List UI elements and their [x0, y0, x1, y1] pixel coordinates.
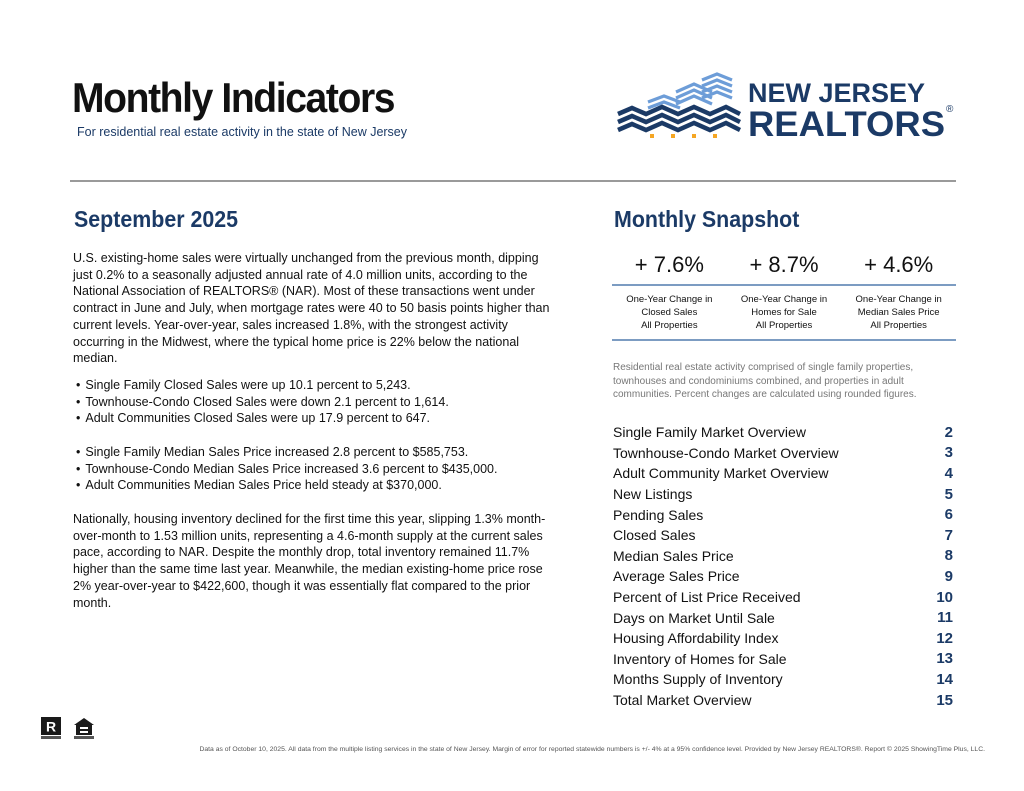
toc-item-affordability-index[interactable]: Housing Affordability Index 12 [613, 629, 953, 647]
city-skyline-logo-icon [618, 74, 740, 138]
toc-item-inventory[interactable]: Inventory of Homes for Sale 13 [613, 650, 953, 668]
svg-text:R: R [45, 718, 57, 735]
logo-registered-mark: ® [946, 104, 954, 115]
toc-item-percent-list-price[interactable]: Percent of List Price Received 10 [613, 588, 953, 606]
snapshot-heading: Monthly Snapshot [614, 206, 800, 232]
logo-line2: REALTORS [748, 105, 945, 142]
bullet-item: • Single Family Closed Sales were up 10.1 percent to 5,243. [73, 377, 553, 394]
realtor-r-icon [41, 717, 61, 739]
snapshot-value-homes-for-sale: + 8.7% [749, 252, 819, 277]
intro-paragraph: U.S. existing-home sales were virtually unchanged from the previous month, dipping just 0.2% to a seasonally adjusted annual rate of 4.0 million units, according to the National Association of REALTORS® (NAR). Most of these transactions went under contract in June and July, when mortgage rates were 40 to 50 basis points higher than current levels. Year-over-year, sales increased 1.8%, with the strongest activity occurring in the Midwest, where the typical home price is 22% below the national median. [73, 251, 550, 366]
toc-item-days-on-market[interactable]: Days on Market Until Sale 11 [613, 609, 953, 627]
median-price-bullets [73, 444, 553, 494]
table-of-contents [613, 422, 953, 710]
logo-line1: NEW JERSEY [748, 78, 926, 108]
bullet-item: • Adult Communities Median Sales Price held steady at $370,000. [73, 477, 553, 494]
page-title: Monthly Indicators [72, 74, 395, 121]
toc-item-new-listings[interactable]: New Listings 5 [613, 485, 953, 503]
footer-disclaimer: Data as of October 10, 2025. All data from the multiple listing services in the state of New Jersey. Margin of error for reported statewide numbers is +/- 4% at a 95% confidence level. Provided by New Jersey REALTORS®. Report © 2025 ShowingTime Plus, LLC. [199, 746, 985, 753]
toc-item-months-supply[interactable]: Months Supply of Inventory 14 [613, 670, 953, 688]
national-paragraph: Nationally, housing inventory declined for the first time this year, slipping 1.3% month-over-month to 1.53 million units, representing a 4.6-month supply at the current sales pace, according to NAR. Despite the monthly drop, total inventory remained 11.7% higher than the same time last year. Meanwhile, the median existing-home price rose 2% year-over-year to $422,600, though it was essentially flat compared to the prior month. [73, 512, 546, 610]
snapshot-disclaimer: Residential real estate activity comprised of single family properties, townhouses and condominiums combined, and properties in adult communities. Percent changes are calculated using rounded figures. [613, 362, 917, 400]
bullet-item: • Townhouse-Condo Closed Sales were down 2.1 percent to 1,614. [73, 394, 553, 411]
footer-badges [40, 716, 100, 740]
month-heading: September 2025 [74, 206, 239, 232]
new-jersey-realtors-logo [616, 72, 961, 142]
header-divider [70, 180, 956, 182]
bullet-item: • Single Family Median Sales Price increased 2.8 percent to $585,753. [73, 444, 553, 461]
toc-item-average-sales-price[interactable]: Average Sales Price 9 [613, 567, 953, 585]
snapshot-value-closed-sales: + 7.6% [634, 252, 704, 277]
toc-item-median-sales-price[interactable]: Median Sales Price 8 [613, 547, 953, 565]
snapshot-label-homes-for-sale: One-Year Change in Homes for Sale All Properties [740, 294, 828, 331]
closed-sales-bullets [73, 377, 553, 427]
snapshot-label-median-price: One-Year Change in Median Sales Price All Properties [855, 294, 942, 331]
snapshot-value-median-price: + 4.6% [864, 252, 934, 277]
toc-item-adult-community[interactable]: Adult Community Market Overview 4 [613, 464, 953, 482]
toc-item-closed-sales[interactable]: Closed Sales 7 [613, 526, 953, 544]
snapshot-label-closed-sales: One-Year Change in Closed Sales All Properties [626, 294, 713, 331]
toc-item-pending-sales[interactable]: Pending Sales 6 [613, 506, 953, 524]
equal-housing-icon [74, 718, 94, 739]
bullet-item: • Adult Communities Closed Sales were up 17.9 percent to 647. [73, 410, 553, 427]
toc-item-total-market[interactable]: Total Market Overview 15 [613, 691, 953, 709]
snapshot-panel [612, 246, 956, 341]
toc-item-townhouse-condo[interactable]: Townhouse-Condo Market Overview 3 [613, 444, 953, 462]
toc-item-single-family[interactable]: Single Family Market Overview 2 [613, 423, 953, 441]
page-subtitle: For residential real estate activity in the state of New Jersey [77, 125, 408, 139]
bullet-item: • Townhouse-Condo Median Sales Price increased 3.6 percent to $435,000. [73, 461, 553, 478]
